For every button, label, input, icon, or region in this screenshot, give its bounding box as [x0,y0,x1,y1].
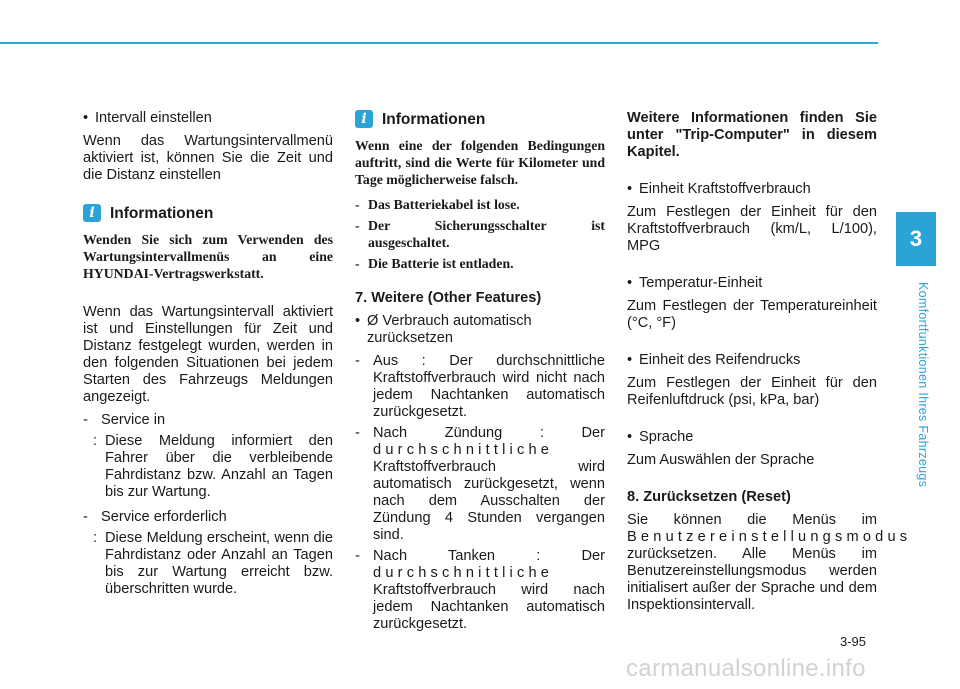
watermark: carmanualsonline.info [626,655,866,682]
info-text: Wenn eine der folgenden Bedingungen auftritt, sind die Werte für Kilometer und Tage möglicherweise falsch. [355,138,605,187]
page-number: 3-95 [840,634,867,649]
info-heading: i Informationen [83,204,333,222]
bullet-intervall: • Intervall einstellen [83,110,212,126]
paragraph-temp-unit: Zum Festlegen der Temperatureinheit (°C, °F) [627,298,877,331]
section-heading-7: 7. Weitere (Other Features) [355,290,542,306]
bullet-temp-unit: • Temperatur-Einheit [627,275,763,291]
condition-item: - Die Batterie ist entladen. [355,256,514,271]
paragraph-language: Zum Auswählen der Sprache [627,452,815,468]
info-heading: i Informationen [355,110,605,128]
bullet-language: • Sprache [627,429,694,445]
info-icon: i [355,110,373,128]
bullet-tire-unit: • Einheit des Reifendrucks [627,352,801,368]
paragraph-intro: Wenn das Wartungsintervallmenü aktiviert ist, können Sie die Zeit und die Distanz einstellen [83,133,333,183]
paragraph-reset: Sie können die Menüs im Benutzereinstellungsmodus zurücksetzen. Alle Menüs im Benutzereinstellungsmodus werden initialisert außer der Sprache und dem Inspektionsintervall. [627,512,912,613]
condition-item: - Das Batteriekabel ist lose. [355,197,520,212]
trip-computer-note: Weitere Informationen finden Sie unter "Trip-Computer" in diesem Kapitel. [627,110,877,160]
sub-service-in: : Diese Meldung informiert den Fahrer über die verbleibende Fahrdistanz bzw. Anzahl an Tagen bis zur Wartung. [93,433,333,500]
sub-service-required: : Diese Meldung erscheint, wenn die Fahrdistanz oder Anzahl an Tagen bis zur Wartung erreicht bzw. überschritten wurde. [93,530,333,597]
paragraph-tire-unit: Zum Festlegen der Einheit für den Reifenluftdruck (psi, kPa, bar) [627,375,877,408]
dash-nach-tanken: - Nach Tanken : Der durchschnittliche Kraftstoffverbrauch wird nach jedem Nachtanken automatisch zurückgesetzt. [355,548,605,632]
paragraph-service: Wenn das Wartungsintervall aktiviert ist und Einstellungen für Zeit und Distanz festgelegt wurden, werden in den folgenden Situationen bei jedem Starten des Fahrzeugs Meldungen angezeigt. [83,304,333,405]
dash-nach-zuendung: - Nach Zündung : Der durchschnittliche Kraftstoffverbrauch wird automatisch zurückgesetzt, wenn nach dem Ausschalten der Zündung 4 Stunden vergangen sind. [355,425,605,543]
column-left [83,110,333,606]
info-icon: i [83,204,101,222]
info-text: Wenden Sie sich zum Verwenden des Wartungsintervallmenüs an eine HYUNDAI-Vertragswerkstatt. [83,232,333,281]
bullet-fuel-unit: • Einheit Kraftstoffverbrauch [627,181,811,197]
dash-service-required: - Service erforderlich [83,509,227,525]
dash-service-in: - Service in [83,412,166,428]
chapter-label: Komfortfunktionen Ihres Fahrzeugs [916,282,930,488]
paragraph-fuel-unit: Zum Festlegen der Einheit für den Kraftstoffverbrauch (km/L, L/100), MPG [627,204,877,254]
condition-item: - Der Sicherungsschalter ist ausgeschaltet. [355,218,605,250]
chapter-tab: 3 [896,212,936,266]
section-heading-8: 8. Zurücksetzen (Reset) [627,489,791,505]
bullet-verbrauch: • Ø Verbrauch automatisch zurücksetzen [355,313,532,346]
column-middle [355,110,605,637]
dash-aus: - Aus : Der durchschnittliche Kraftstoffverbrauch wird nicht nach jedem Nachtanken automatisch zurückgesetzt. [355,353,605,420]
top-rule [0,42,878,44]
column-right [627,110,912,620]
